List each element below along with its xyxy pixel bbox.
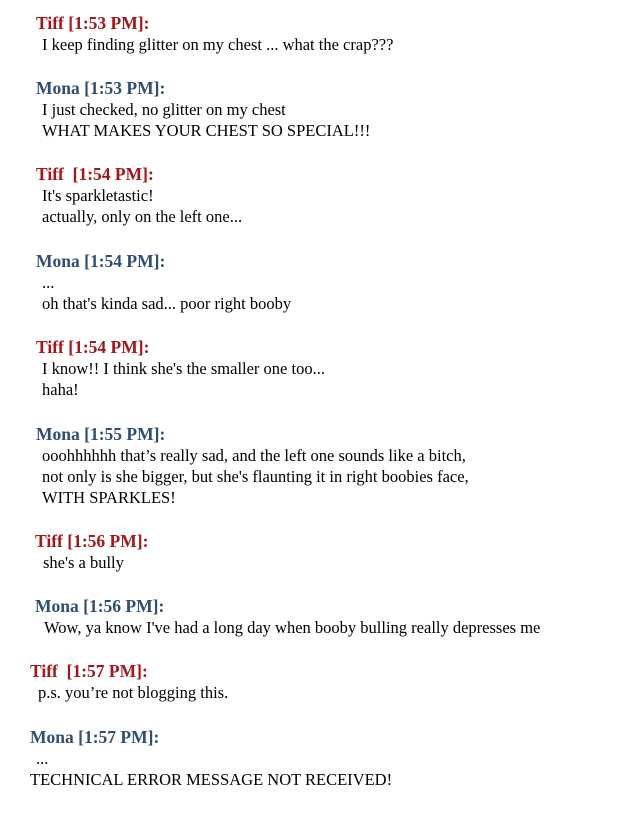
chat-message xyxy=(0,726,640,790)
chat-message xyxy=(0,163,640,227)
message-line: ... xyxy=(42,273,55,292)
message-line: ... xyxy=(36,749,49,768)
chat-message xyxy=(0,595,640,638)
chat-message xyxy=(0,77,640,141)
message-line: WITH SPARKLES! xyxy=(42,488,176,507)
message-line: haha! xyxy=(42,380,79,399)
chat-message xyxy=(0,423,640,508)
speaker-header: Mona [1:56 PM]: xyxy=(35,596,165,616)
speaker-header: Tiff [1:53 PM]: xyxy=(36,13,150,33)
message-line: Wow, ya know I've had a long day when booby bulling really depresses me xyxy=(44,618,541,637)
speaker-header: Tiff [1:56 PM]: xyxy=(35,531,149,551)
message-line: I just checked, no glitter on my chest xyxy=(42,100,286,119)
message-line: ooohhhhhh that’s really sad, and the left one sounds like a bitch, xyxy=(42,446,466,465)
message-line: actually, only on the left one... xyxy=(42,207,243,226)
speaker-header: Tiff [1:54 PM]: xyxy=(36,337,150,357)
speaker-header: Mona [1:54 PM]: xyxy=(36,251,166,271)
message-line: p.s. you’re not blogging this. xyxy=(38,683,229,702)
chat-message xyxy=(0,660,640,703)
chat-message xyxy=(0,250,640,314)
message-line: It's sparkletastic! xyxy=(42,186,154,205)
message-line: oh that's kinda sad... poor right booby xyxy=(42,294,292,313)
message-line: WHAT MAKES YOUR CHEST SO SPECIAL!!! xyxy=(42,121,371,140)
message-line: I keep finding glitter on my chest ... what the crap??? xyxy=(42,35,394,54)
message-line: TECHNICAL ERROR MESSAGE NOT RECEIVED! xyxy=(30,770,393,789)
speaker-header: Tiff [1:54 PM]: xyxy=(36,164,154,184)
speaker-header: Mona [1:55 PM]: xyxy=(36,424,166,444)
chat-message xyxy=(0,530,640,573)
speaker-header: Tiff [1:57 PM]: xyxy=(30,661,148,681)
message-line: she's a bully xyxy=(43,553,124,572)
message-line: not only is she bigger, but she's flaunting it in right boobies face, xyxy=(42,467,469,486)
message-line: I know!! I think she's the smaller one too... xyxy=(42,359,325,378)
speaker-header: Mona [1:57 PM]: xyxy=(30,727,160,747)
chat-message xyxy=(0,336,640,400)
speaker-header: Mona [1:53 PM]: xyxy=(36,78,166,98)
chat-message xyxy=(0,12,640,55)
